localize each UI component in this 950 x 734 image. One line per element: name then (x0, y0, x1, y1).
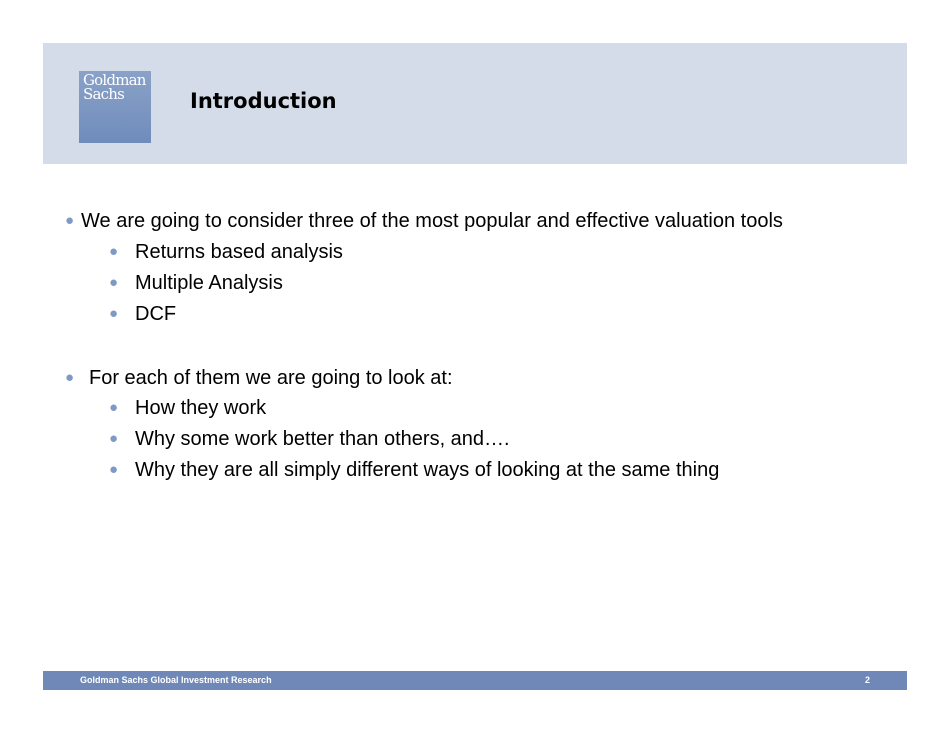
bullet-icon: ● (65, 369, 75, 386)
bullet-icon: ● (65, 212, 75, 229)
section-2-text: For each of them we are going to look at: (89, 367, 453, 389)
section-1-item-3: DCF (135, 303, 177, 325)
section-1-item-2: Multiple Analysis (135, 272, 283, 294)
section-2-item-1: How they work (135, 397, 267, 419)
section-1-text: We are going to consider three of the most popular and effective valuation tools (81, 210, 783, 232)
bullet-icon: ● (109, 305, 119, 322)
page-number: 2 (864, 675, 870, 685)
bullet-icon: ● (109, 461, 119, 478)
logo-text-line-2: Sachs (83, 85, 124, 103)
bullet-icon: ● (109, 274, 119, 291)
bullet-icon: ● (109, 430, 119, 447)
slide-title: Introduction (190, 89, 337, 113)
bullet-icon: ● (109, 399, 119, 416)
section-2-item-2: Why some work better than others, and…. (135, 428, 510, 450)
bullet-icon: ● (109, 243, 119, 260)
footer-source: Goldman Sachs Global Investment Research (80, 675, 272, 685)
section-2-item-3: Why they are all simply different ways of looking at the same thing (135, 459, 720, 481)
footer-band (43, 671, 907, 690)
section-1-item-1: Returns based analysis (135, 241, 343, 263)
logo-text-line-1: Goldman (83, 71, 146, 89)
